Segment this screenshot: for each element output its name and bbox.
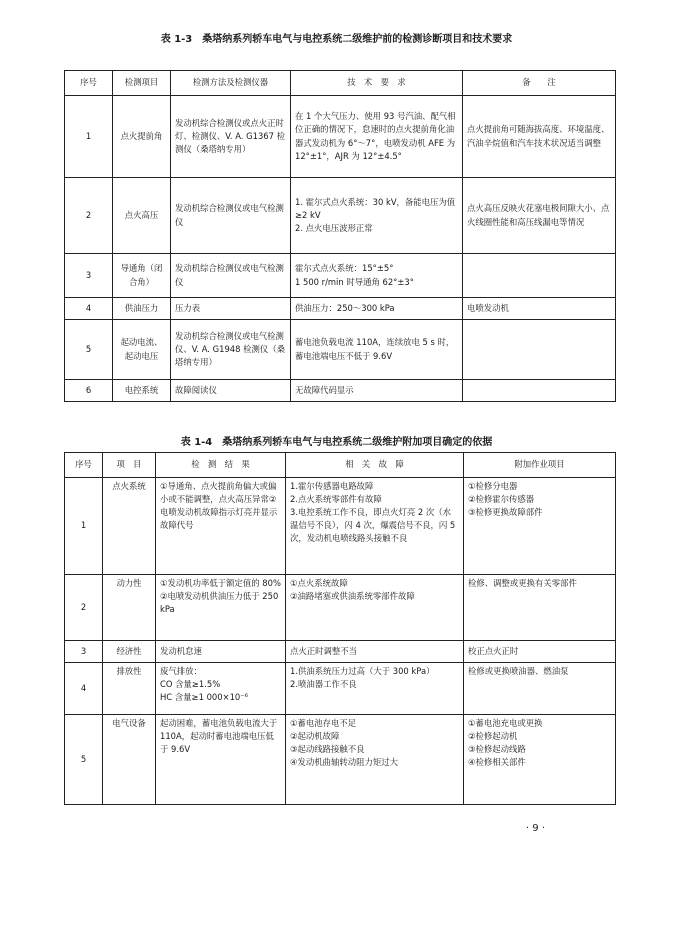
table-row — [65, 380, 616, 402]
extra-work-item: 检修、调整或更换有关零部件 — [464, 575, 616, 641]
table1-header: 序号 — [65, 71, 113, 96]
row-number: 5 — [65, 320, 113, 380]
table-row — [65, 663, 616, 715]
check-item: 点火提前角 — [113, 96, 171, 178]
row-number: 3 — [65, 254, 113, 298]
table-row — [65, 575, 616, 641]
check-item: 供油压力 — [113, 298, 171, 320]
page-number: · 9 · — [525, 823, 545, 834]
technical-requirement: 在 1 个大气压力、使用 93 号汽油、配气相位正确的情况下，怠速时的点火提前角化油器式发动机为 6°～7°，电喷发动机 AFE 为 12°±1°，AJR 为 12°±4.5° — [291, 96, 463, 178]
table2-header-row — [65, 453, 616, 478]
table-row — [65, 478, 616, 575]
table2-header: 附加作业项目 — [464, 453, 616, 478]
technical-requirement: 霍尔式点火系统：15°±5° 1 500 r/min 时导通角 62°±3° — [291, 254, 463, 298]
remark — [463, 254, 616, 298]
table-row — [65, 254, 616, 298]
row-number: 5 — [65, 715, 103, 805]
row-number: 1 — [65, 96, 113, 178]
check-method: 发动机综合检测仪或电气检测仪 — [171, 178, 291, 254]
row-number: 6 — [65, 380, 113, 402]
table1-header-row — [65, 71, 616, 96]
check-method: 故障阅读仪 — [171, 380, 291, 402]
extra-work-item: ①检修分电器 ②检修霍尔传感器 ③检修更换故障部件 — [464, 478, 616, 575]
remark: 电喷发动机 — [463, 298, 616, 320]
table1-header: 备 注 — [463, 71, 616, 96]
extra-work-item: 校正点火正时 — [464, 641, 616, 663]
check-item: 电控系统 — [113, 380, 171, 402]
remark — [463, 380, 616, 402]
row-number: 2 — [65, 575, 103, 641]
check-item: 点火系统 — [103, 478, 156, 575]
table1-header: 检测方法及检测仪器 — [171, 71, 291, 96]
related-fault: ①蓄电池存电不足 ②起动机故障 ③起动线路接触不良 ④发动机曲轴转动阻力矩过大 — [286, 715, 464, 805]
check-result: ①发动机功率低于额定值的 80% ②电喷发动机供油压力低于 250 kPa — [156, 575, 286, 641]
table2-header: 相 关 故 障 — [286, 453, 464, 478]
table-row — [65, 178, 616, 254]
extra-work-item: 检修或更换喷油器、燃油泵 — [464, 663, 616, 715]
check-item: 点火高压 — [113, 178, 171, 254]
row-number: 4 — [65, 663, 103, 715]
related-fault: 1.供油系统压力过高（大于 300 kPa） 2.喷油器工作不良 — [286, 663, 464, 715]
table2-header: 项 目 — [103, 453, 156, 478]
remark: 点火提前角可随海拔高度、环境温度、汽油辛烷值和汽车技术状况适当调整 — [463, 96, 616, 178]
technical-requirement: 无故障代码显示 — [291, 380, 463, 402]
remark: 点火高压反映火花塞电极间隙大小、点火线圈性能和高压线漏电等情况 — [463, 178, 616, 254]
check-result: 发动机怠速 — [156, 641, 286, 663]
check-item: 导通角（闭合角） — [113, 254, 171, 298]
table-row — [65, 715, 616, 805]
check-method: 发动机综合检测仪或电气检测仪 — [171, 254, 291, 298]
related-fault: 1.霍尔传感器电路故障 2.点火系统零部件有故障 3.电控系统工作不良，即点火灯亮 2 次（水温信号不良），闪 4 次，爆震信号不良，闪 5 次，发动机电喷线路头接触不良 — [286, 478, 464, 575]
check-method: 发动机综合检测仪或电气检测仪、V. A. G1948 检测仪（桑塔纳专用） — [171, 320, 291, 380]
table1-header: 检测项目 — [113, 71, 171, 96]
check-item: 起动电流、起动电压 — [113, 320, 171, 380]
related-fault: ①点火系统故障 ②油路堵塞或供油系统零部件故障 — [286, 575, 464, 641]
table-row — [65, 96, 616, 178]
row-number: 3 — [65, 641, 103, 663]
check-item: 电气设备 — [103, 715, 156, 805]
table1 — [64, 70, 616, 402]
technical-requirement: 1. 霍尔式点火系统：30 kV，备能电压为值≥2 kV 2. 点火电压波形正常 — [291, 178, 463, 254]
check-result: 废气排放： CO 含量≥1.5% HC 含量≥1 000×10⁻⁶ — [156, 663, 286, 715]
check-item: 经济性 — [103, 641, 156, 663]
row-number: 4 — [65, 298, 113, 320]
check-result: ①导通角、点火提前角偏大或偏小或不能调整，点火高压异常②电喷发动机故障指示灯亮并显示故障代号 — [156, 478, 286, 575]
technical-requirement: 供油压力：250～300 kPa — [291, 298, 463, 320]
remark — [463, 320, 616, 380]
check-result: 起动困难，蓄电池负载电流大于 110A，起动时蓄电池端电压低于 9.6V — [156, 715, 286, 805]
check-method: 发动机综合检测仪或点火正时灯、检测仪、V. A. G1367 检测仪（桑塔纳专用） — [171, 96, 291, 178]
row-number: 1 — [65, 478, 103, 575]
row-number: 2 — [65, 178, 113, 254]
technical-requirement: 蓄电池负载电流 110A，连续放电 5 s 时，蓄电池端电压不低于 9.6V — [291, 320, 463, 380]
related-fault: 点火正时调整不当 — [286, 641, 464, 663]
check-item: 动力性 — [103, 575, 156, 641]
check-method: 压力表 — [171, 298, 291, 320]
table-row — [65, 641, 616, 663]
table2 — [64, 452, 616, 805]
table2-caption: 表 1-4 桑塔纳系列轿车电气与电控系统二级维护附加项目确定的依据 — [180, 437, 493, 448]
table2-header: 检 测 结 果 — [156, 453, 286, 478]
table-row — [65, 320, 616, 380]
extra-work-item: ①蓄电池充电或更换 ②检修起动机 ③检修起动线路 ④检修相关部件 — [464, 715, 616, 805]
table2-header: 序号 — [65, 453, 103, 478]
table1-header: 技 术 要 求 — [291, 71, 463, 96]
check-item: 排放性 — [103, 663, 156, 715]
table-row — [65, 298, 616, 320]
table1-caption: 表 1-3 桑塔纳系列轿车电气与电控系统二级维护前的检测诊断项目和技术要求 — [160, 34, 513, 45]
